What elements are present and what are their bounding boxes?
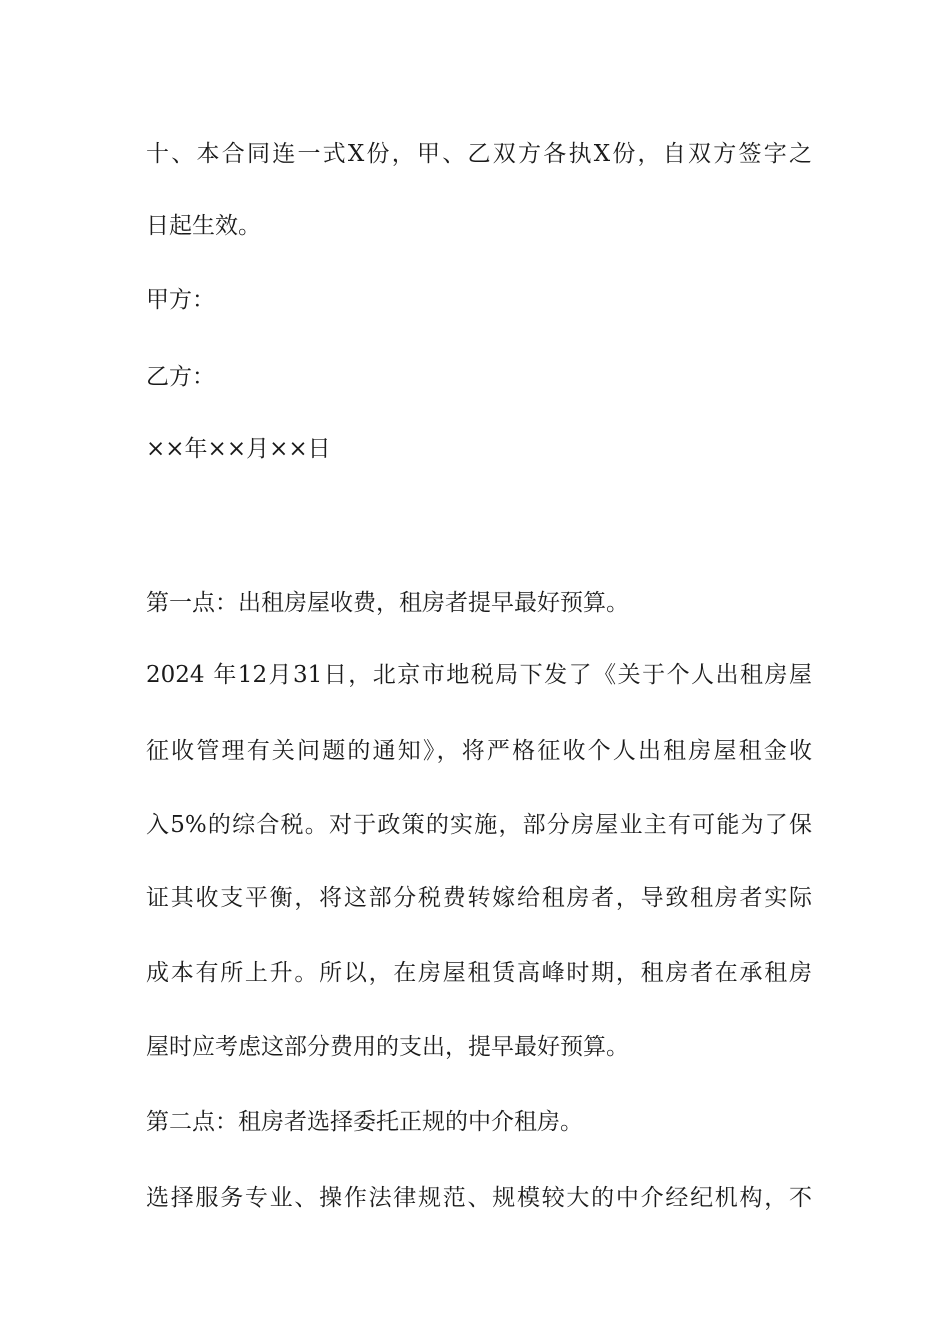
contract-clause-ten-line-2: 日起生效。 xyxy=(146,213,261,239)
contract-clause-ten-line-1: 十、本合同连一式X份，甲、乙双方各执X份，自双方签字之 xyxy=(146,141,812,167)
party-a-label: 甲方： xyxy=(146,287,215,313)
signing-date: ××年××月××日 xyxy=(146,436,331,462)
paragraph-line: 征收管理有关问题的通知》，将严格征收个人出租房屋租金收 xyxy=(146,738,812,764)
section-heading-point-one: 第一点：出租房屋收费，租房者提早最好预算。 xyxy=(146,590,629,616)
party-b-label: 乙方： xyxy=(146,364,215,390)
paragraph-line: 屋时应考虑这部分费用的支出，提早最好预算。 xyxy=(146,1034,629,1060)
paragraph-line: 成本有所上升。所以，在房屋租赁高峰时期，租房者在承租房 xyxy=(146,960,812,986)
paragraph-line: 证其收支平衡，将这部分税费转嫁给租房者，导致租房者实际 xyxy=(146,885,812,911)
paragraph-line: 入5%的综合税。对于政策的实施，部分房屋业主有可能为了保 xyxy=(146,812,812,838)
paragraph-line: 2024 年12月31日，北京市地税局下发了《关于个人出租房屋 xyxy=(146,662,812,688)
paragraph-line: 选择服务专业、操作法律规范、规模较大的中介经纪机构，不 xyxy=(146,1185,812,1211)
section-heading-point-two: 第二点：租房者选择委托正规的中介租房。 xyxy=(146,1109,583,1135)
